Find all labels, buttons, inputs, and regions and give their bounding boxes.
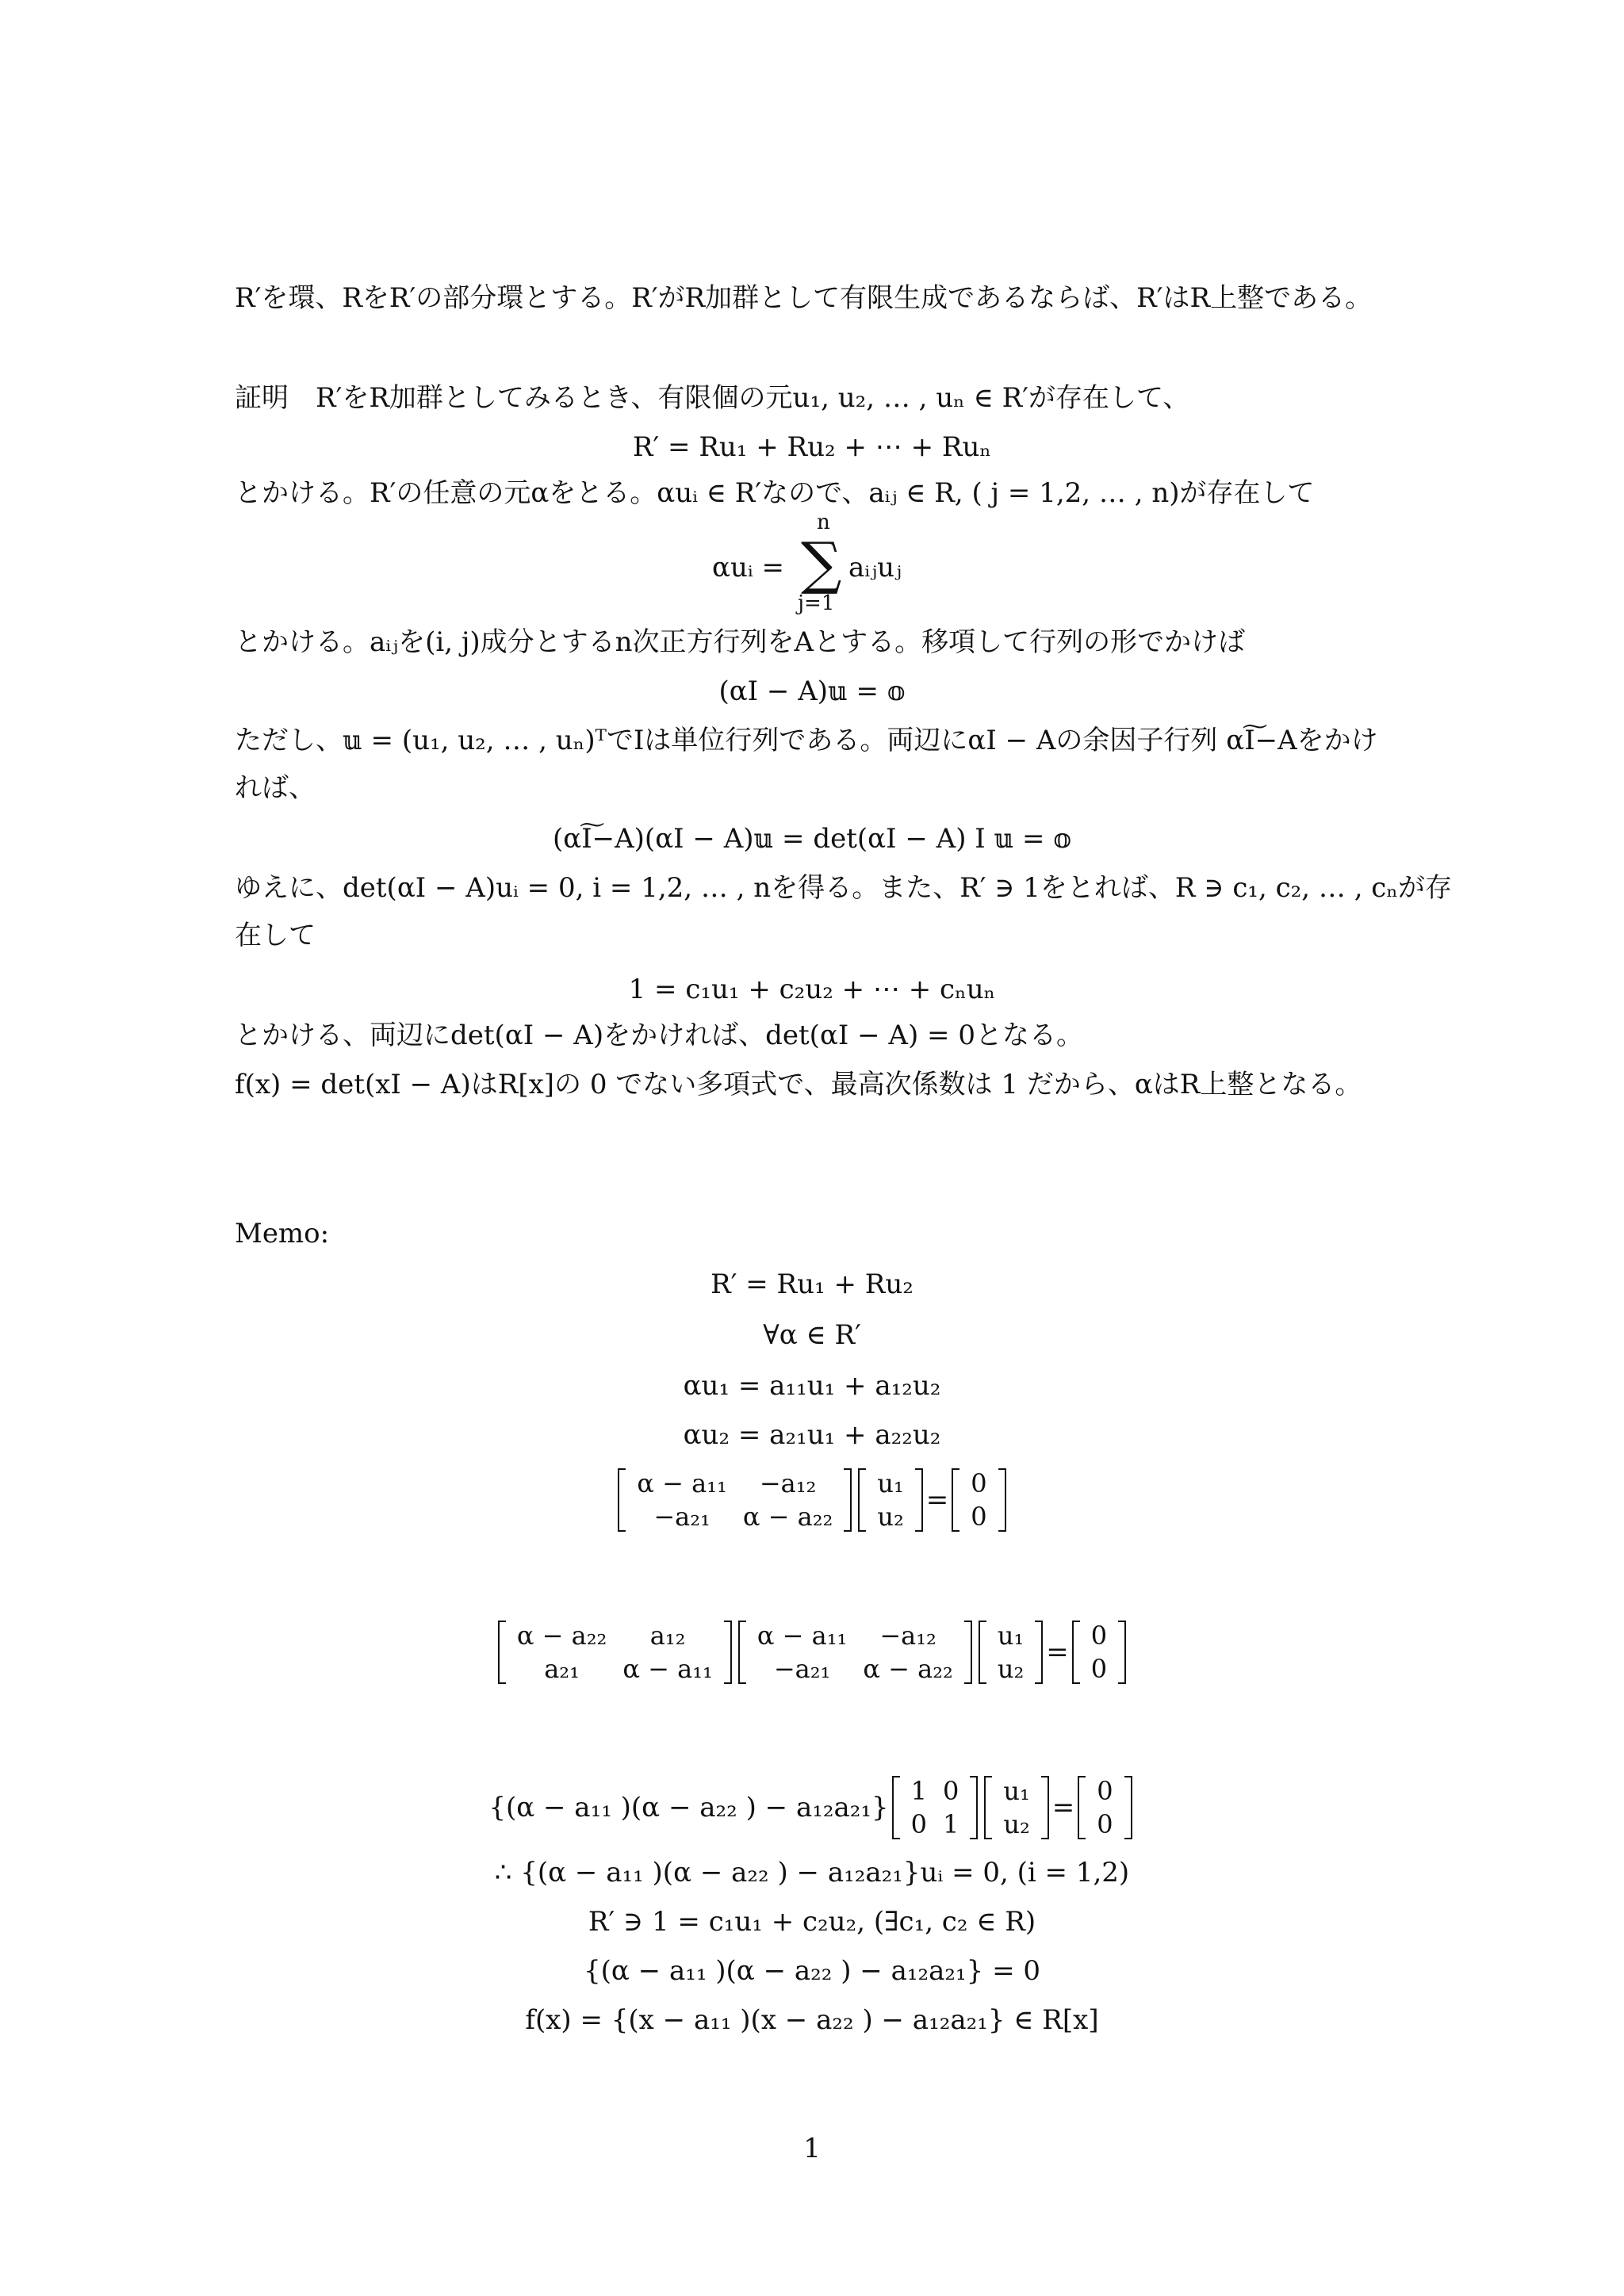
memo-eq-4: αu₂ = a₂₁u₁ + a₂₂u₂: [683, 1419, 941, 1451]
memo-eq-5: ∴ {(α − a₁₁ )(α − a₂₂ ) − a₁₂a₂₁}uᵢ = 0, (i = 1,2): [494, 1857, 1130, 1888]
zero-vector: [952, 1467, 1005, 1533]
equation-matrix-form: (αI − A)𝕦 = 𝕠: [718, 675, 906, 707]
proof-line-8: とかける、両辺にdet(αI − A)をかければ、det(αI − A) = 0となる。: [235, 1020, 1083, 1051]
proof-line-1: 証明 R′をR加群としてみるとき、有限個の元u₁, u₂, … , uₙ ∈ R′が存在して、: [235, 382, 1190, 414]
matrix-cell: α − a₁₁: [756, 1621, 848, 1651]
memo-eq-6: R′ ∋ 1 = c₁u₁ + c₂u₂, (∃c₁, c₂ ∈ R): [588, 1906, 1036, 1938]
matrix-cell: α − a₂₂: [516, 1621, 607, 1651]
matrix-cell: −a₁₂: [759, 1468, 817, 1498]
matrix-cell: 0: [1090, 1654, 1108, 1684]
equation-unit-combination: 1 = c₁u₁ + c₂u₂ + ⋯ + cₙuₙ: [628, 974, 996, 1005]
sum-lower-limit: j=1: [798, 591, 835, 615]
matrix-cell: α − a₁₁: [622, 1654, 713, 1684]
zero-vector: [1072, 1619, 1126, 1686]
memo-eq-3: αu₁ = a₁₁u₁ + a₁₂u₂: [683, 1370, 941, 1402]
memo-matrix-equation-2: [0, 1619, 1624, 1686]
coefficient-matrix: [738, 1619, 972, 1686]
adjugate-matrix: [498, 1619, 732, 1686]
matrix-cell: u₂: [997, 1654, 1025, 1684]
matrix-cell: a₁₂: [649, 1621, 686, 1651]
equals-sign: =: [1046, 1636, 1069, 1668]
theorem-statement: R′を環、RをR′の部分環とする。R′がR加群として有限生成であるならば、R′はR上整である。: [235, 282, 1373, 314]
matrix-cell: −a₁₂: [879, 1621, 936, 1651]
sum-lhs: αuᵢ =: [712, 552, 784, 584]
proof-line-9: f(x) = det(xI − A)はR[x]の 0 でない多項式で、最高次係数は 1 だから、αはR上整となる。: [235, 1069, 1362, 1100]
memo-eq-2: ∀α ∈ R′: [763, 1319, 861, 1351]
summation-equation: [0, 511, 1624, 618]
matrix-cell: 0: [971, 1468, 987, 1498]
proof-line-2: とかける。R′の任意の元αをとる。αuᵢ ∈ R′なので、aᵢⱼ ∈ R, ( j = 1,2, … , n)が存在して: [235, 477, 1315, 509]
coefficient-matrix: [618, 1467, 852, 1533]
matrix-cell: 0: [971, 1502, 987, 1532]
vector-u: [984, 1774, 1048, 1841]
matrix-cell: u₂: [877, 1502, 904, 1532]
matrix-cell: u₁: [877, 1468, 904, 1498]
zero-vector: [1078, 1774, 1132, 1841]
equation-module-generation: R′ = Ru₁ + Ru₂ + ⋯ + Ruₙ: [632, 431, 992, 463]
sum-upper-limit: n: [817, 511, 830, 534]
page-number: 1: [803, 2133, 821, 2164]
matrix-cell: 0: [1090, 1621, 1108, 1651]
matrix-cell: α − a₂₂: [742, 1502, 833, 1532]
equals-sign: =: [1051, 1792, 1075, 1823]
matrix-cell: 0: [1097, 1809, 1113, 1839]
matrix-cell: 0: [1097, 1776, 1113, 1806]
proof-line-7: 在して: [235, 920, 316, 951]
matrix-cell: u₁: [1003, 1776, 1030, 1806]
matrix-cell: −a₂₁: [773, 1654, 831, 1684]
matrix-cell: u₂: [1003, 1809, 1030, 1839]
equals-sign: =: [925, 1484, 949, 1516]
matrix-cell: α − a₁₁: [637, 1468, 727, 1498]
matrix-cell: u₁: [997, 1621, 1025, 1651]
memo-eq-7: {(α − a₁₁ )(α − a₂₂ ) − a₁₂a₂₁} = 0: [583, 1955, 1041, 1987]
proof-line-4: ただし、𝕦 = (u₁, u₂, … , uₙ)ᵀでIは単位行列である。両辺にαI − Aの余因子行列 αI͠−Aをかけ: [235, 725, 1378, 756]
matrix-cell: 0: [910, 1809, 927, 1839]
determinant-expression: {(α − a₁₁ )(α − a₂₂ ) − a₁₂a₂₁}: [488, 1792, 889, 1823]
matrix-cell: 1: [910, 1776, 927, 1806]
vector-u: [858, 1467, 922, 1533]
proof-line-5: れば、: [235, 772, 316, 804]
proof-line-6: ゆえに、det(αI − A)uᵢ = 0, i = 1,2, … , nを得る。また、R′ ∋ 1をとれば、R ∋ c₁, c₂, … , cₙが存: [235, 872, 1453, 904]
sum-rhs: aᵢⱼuⱼ: [848, 552, 902, 584]
memo-matrix-equation-1: [0, 1467, 1624, 1533]
memo-matrix-equation-3: [0, 1774, 1624, 1841]
memo-eq-8: f(x) = {(x − a₁₁ )(x − a₂₂ ) − a₁₂a₂₁} ∈ R[x]: [525, 2004, 1099, 2036]
matrix-cell: α − a₂₂: [863, 1654, 953, 1684]
equation-adjugate: (αI͠−A)(αI − A)𝕦 = det(αI − A) I 𝕦 = 𝕠: [552, 823, 1072, 855]
memo-label: Memo:: [235, 1218, 330, 1249]
matrix-cell: −a₂₁: [653, 1502, 710, 1532]
sigma-symbol: ∑: [801, 530, 842, 596]
identity-matrix: [892, 1774, 979, 1841]
memo-eq-1: R′ = Ru₁ + Ru₂: [710, 1269, 914, 1300]
proof-line-3: とかける。aᵢⱼを(i, j)成分とするn次正方行列をAとする。移項して行列の形でかけば: [235, 626, 1246, 658]
matrix-cell: a₂₁: [544, 1654, 580, 1684]
vector-u: [979, 1619, 1043, 1686]
matrix-cell: 1: [943, 1809, 959, 1839]
matrix-cell: 0: [943, 1776, 959, 1806]
